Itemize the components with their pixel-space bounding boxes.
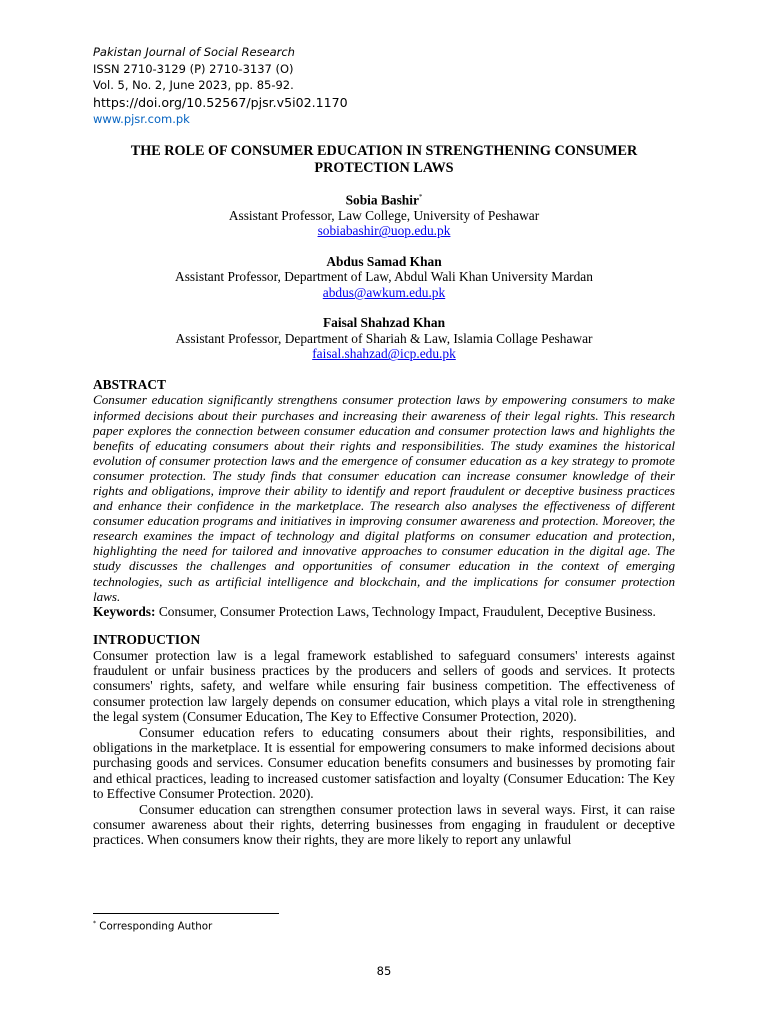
author-email-link[interactable]: abdus@awkum.edu.pk bbox=[322, 284, 446, 300]
author-name: Abdus Samad Khan bbox=[326, 253, 442, 269]
footnote-divider bbox=[93, 913, 279, 914]
footnote-marker: * bbox=[93, 920, 96, 927]
introduction-heading: INTRODUCTION bbox=[93, 632, 201, 648]
paper-title-line-1: THE ROLE OF CONSUMER EDUCATION IN STRENGTHENING CONSUMER bbox=[130, 143, 638, 159]
page-number: 85 bbox=[376, 964, 392, 978]
abstract-heading: ABSTRACT bbox=[93, 377, 166, 392]
paper-title bbox=[93, 143, 675, 177]
journal-issn: ISSN 2710-3129 (P) 2710-3137 (O) bbox=[93, 61, 294, 76]
footnote-text: Corresponding Author bbox=[99, 920, 213, 933]
author-affiliation: Assistant Professor, Department of Law, Abdul Wali Khan University Mardan bbox=[175, 269, 593, 285]
author-name-line bbox=[93, 190, 675, 208]
author-block bbox=[93, 254, 675, 301]
author-affiliation: Assistant Professor, Department of Shariah & Law, Islamia Collage Peshawar bbox=[175, 330, 593, 346]
introduction-paragraph: Consumer protection law is a legal framework established to safeguard consumers' interests against fraudulent or unfair business practices by the producers and sellers of goods and services. It protects consumers' rights, safety, and welfare while ensuring fair business competition. The effectiveness of consumer protection law largely depends on consumer education, which plays a vital role in strengthening the legal system (Consumer Education, The Key to Effective Consumer Protection, 2020). bbox=[93, 647, 675, 725]
author-email-link[interactable]: sobiabashir@uop.edu.pk bbox=[317, 223, 451, 239]
journal-name: Pakistan Journal of Social Research bbox=[93, 45, 295, 59]
keywords-label: Keywords: bbox=[93, 603, 156, 619]
journal-volume: Vol. 5, No. 2, June 2023, pp. 85-92. bbox=[93, 78, 294, 92]
footnote bbox=[93, 920, 212, 932]
corresponding-author-marker: * bbox=[418, 193, 423, 201]
author-name: Sobia Bashir bbox=[345, 192, 419, 208]
keywords-line bbox=[93, 604, 675, 619]
introduction-paragraph: Consumer education can strengthen consumer protection laws in several ways. First, it can raise consumer awareness about their rights, deterring businesses from engaging in fraudulent or deceptive practices. When consumers know their rights, they are more likely to report any unlawful bbox=[93, 801, 675, 848]
paper-body bbox=[93, 377, 675, 848]
introduction-paragraph: Consumer education refers to educating consumers about their rights, responsibilities, and obligations in the marketplace. It is essential for empowering consumers to make informed decisions about purchasing goods and services. Consumer education benefits consumers and businesses by promoting fair and ethical practices, leading to increased customer satisfaction and loyalty (Consumer Education: The Key to Effective Consumer Protection. 2020). bbox=[93, 724, 675, 802]
journal-doi[interactable]: https://doi.org/10.52567/pjsr.v5i02.1170 bbox=[93, 94, 348, 110]
author-block bbox=[93, 190, 675, 239]
keywords-text: Consumer, Consumer Protection Laws, Technology Impact, Fraudulent, Deceptive Business. bbox=[158, 603, 656, 619]
author-affiliation: Assistant Professor, Law College, University of Peshawar bbox=[228, 207, 540, 223]
journal-website-link[interactable]: www.pjsr.com.pk bbox=[93, 111, 190, 126]
journal-header bbox=[93, 44, 348, 127]
author-name: Faisal Shahzad Khan bbox=[322, 315, 446, 331]
author-email-link[interactable]: faisal.shahzad@icp.edu.pk bbox=[312, 346, 456, 362]
abstract-text: Consumer education significantly strengthens consumer protection laws by empowering consumers to make informed decisions about their purchases and increasing their awareness of their legal rights. This research paper explores the connection between consumer education and consumer protection laws and highlights the benefits of educating consumers about their rights and responsibilities. The study examines the historical evolution of consumer protection laws and the emergence of consumer education as a key strategy to promote consumer protection. The study finds that consumer education can increase consumer knowledge of their rights and obligations, improve their ability to identify and report fraudulent or deceptive business practices and enhance their confidence in the marketplace. The research also analyses the effectiveness of different consumer education programs and initiatives in improving consumer awareness and protection. Moreover, the research examines the impact of technology and digital platforms on consumer education and protection, highlighting the need for tailored and innovative approaches to consumer education in the digital age. The study discusses the challenges and opportunities of consumer education in the context of emerging technologies, such as artificial intelligence and blockchain, and the implications for consumer protection laws. bbox=[93, 392, 675, 604]
author-block bbox=[93, 315, 675, 362]
paper-title-line-2: PROTECTION LAWS bbox=[314, 160, 454, 176]
author-list bbox=[93, 190, 675, 377]
